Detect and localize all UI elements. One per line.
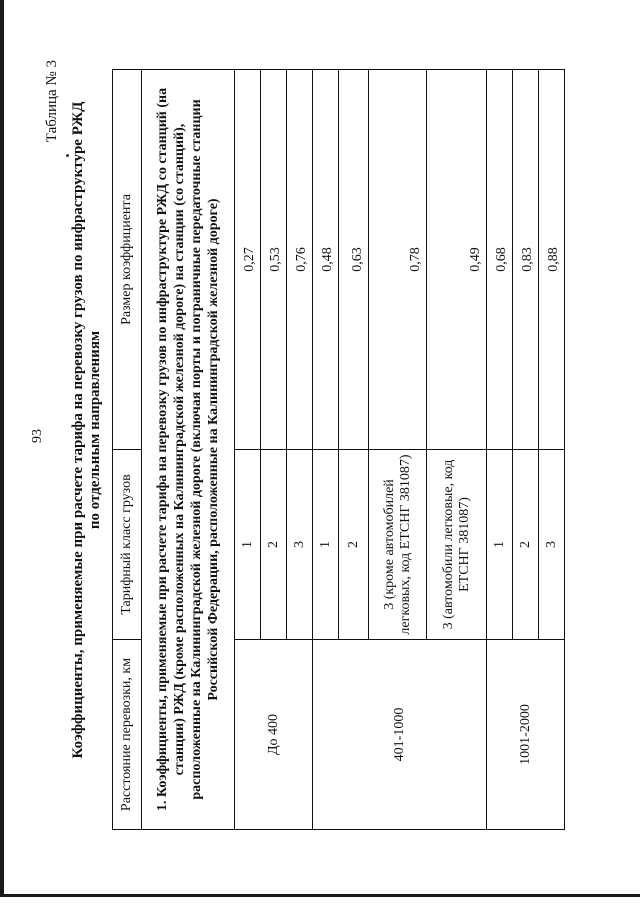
page-number: 93 (30, 429, 45, 443)
coefficient-cell: 0,63 (339, 70, 369, 450)
class-cell: 2 (261, 450, 287, 640)
distance-cell: До 400 (235, 640, 313, 830)
rotated-page (30, 30, 610, 870)
class-cell: 1 (313, 450, 339, 640)
class-cell: 2 (513, 450, 539, 640)
section-row (142, 70, 235, 830)
coefficient-cell: 0,53 (261, 70, 287, 450)
scan-left-edge (0, 0, 4, 905)
class-cell: 1 (235, 450, 261, 640)
coefficient-cell: 0,68 (487, 70, 513, 450)
coefficient-cell: 0,88 (539, 70, 565, 450)
class-cell: 3 (кроме автомобилей легковых, код ЕТСНГ 381087) (369, 450, 427, 640)
section-heading: 1. Коэффициенты, применяемые при расчете тарифа на перевозку грузов по инфраструктуре РЖД со станций (на станции) РЖД (кроме расположенных на Калининградской железной дороге) на станции (со станций), расположенные на Калининградской железной дороге (включая порты и пограничные передаточные станции Российской Федерации, расположенные на Калининградской железной дороге) (142, 70, 235, 830)
header-row (113, 70, 142, 830)
coefficient-cell: 0,49 (427, 70, 487, 450)
table-row (313, 70, 339, 830)
table-row (487, 70, 513, 830)
coefficients-table (112, 69, 565, 830)
distance-cell: 401-1000 (313, 640, 487, 830)
table-title: Коэффициенты, применяемые при расчете тарифа на перевозку грузов по инфраструктуре РЖД по отдельным направлениям (70, 101, 103, 759)
class-cell: 1 (487, 450, 513, 640)
header-coefficient: Размер коэффициента (113, 70, 142, 450)
header-class: Тарифный класс грузов (113, 450, 142, 640)
distance-cell: 1001-2000 (487, 640, 565, 830)
class-cell: 3 (539, 450, 565, 640)
table-number: Таблица № 3 (44, 60, 60, 143)
scan-bottom-edge (0, 894, 640, 908)
class-cell: 3 (автомобили легковые, код ЕТСНГ 381087) (427, 450, 487, 640)
coefficient-cell: 0,78 (369, 70, 427, 450)
coefficient-cell: 0,83 (513, 70, 539, 450)
table-row (235, 70, 261, 830)
header-distance: Расстояние перевозки, км (113, 640, 142, 830)
class-cell: 3 (287, 450, 313, 640)
class-cell: 2 (339, 450, 369, 640)
coefficient-cell: 0,76 (287, 70, 313, 450)
coefficient-cell: 0,48 (313, 70, 339, 450)
coefficient-cell: 0,27 (235, 70, 261, 450)
